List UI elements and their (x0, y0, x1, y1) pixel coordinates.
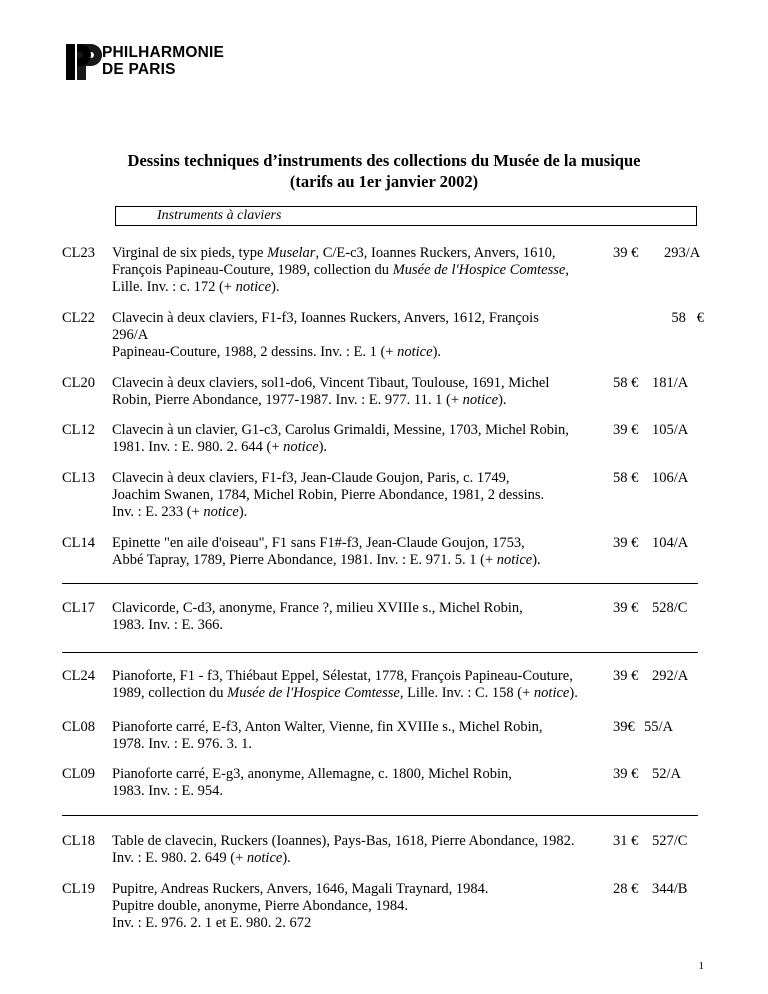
entry-price: 58 € (613, 375, 639, 391)
entry-code: CL17 (62, 600, 96, 616)
entry-description (112, 422, 612, 456)
entry-description (112, 719, 612, 753)
entry-code: CL12 (62, 422, 96, 438)
entry-price: 39 € (613, 766, 639, 782)
logo-line-2: DE PARIS (102, 61, 176, 78)
entry-description (112, 766, 612, 800)
page-number: 1 (698, 960, 704, 972)
description-line: Clavecin à deux claviers, sol1-do6, Vincent Tibaut, Toulouse, 1691, Michel (112, 375, 550, 391)
logo-wordmark (102, 44, 224, 78)
entry-description (112, 535, 612, 569)
description-line: Inv. : E. 980. 2. 649 (+ notice). (112, 850, 291, 866)
section-header-box (115, 206, 697, 226)
entry-price: 39 € (613, 422, 639, 438)
entry-description (112, 881, 612, 932)
group-divider (62, 652, 698, 653)
description-line: Pupitre double, anonyme, Pierre Abondance, 1984. (112, 898, 408, 914)
description-line: Pianoforte carré, E-g3, anonyme, Allemagne, c. 1800, Michel Robin, (112, 766, 512, 782)
description-line: 1978. Inv. : E. 976. 3. 1. (112, 736, 253, 752)
description-line: François Papineau-Couture, 1989, collection du Musée de l'Hospice Comtesse, (112, 262, 569, 278)
entry-description (112, 833, 612, 867)
entry-reference: 181/A (652, 375, 689, 391)
title-line-2: (tarifs au 1er janvier 2002) (289, 172, 479, 191)
entry-code: CL13 (62, 470, 96, 486)
entry-price: 39 € (613, 668, 639, 684)
entry-price: 31 € (613, 833, 639, 849)
description-line: Clavecin à deux claviers, F1-f3, Ioannes Ruckers, Anvers, 1612, François (112, 310, 539, 326)
entry-reference: 106/A (652, 470, 689, 486)
entry-code: CL20 (62, 375, 96, 391)
entry-description (112, 668, 612, 702)
entry-price: 58 € (613, 470, 639, 486)
group-divider (62, 583, 698, 584)
entry-code: CL19 (62, 881, 96, 897)
description-line: Epinette "en aile d'oiseau", F1 sans F1#-f3, Jean-Claude Goujon, 1753, (112, 535, 525, 551)
entry-price: 39€ (613, 719, 635, 735)
entry-description (112, 600, 612, 634)
description-line: 1983. Inv. : E. 366. (112, 617, 224, 633)
entry-code: CL08 (62, 719, 96, 735)
description-line: 296/A (112, 327, 149, 343)
entry-reference: 293/A (664, 245, 701, 261)
description-line: Lille. Inv. : c. 172 (+ notice). (112, 279, 280, 295)
entry-code: CL23 (62, 245, 96, 261)
philharmonie-logo-mark (62, 40, 102, 84)
description-line: Pianoforte carré, E-f3, Anton Walter, Vienne, fin XVIIIe s., Michel Robin, (112, 719, 543, 735)
description-line: Table de clavecin, Ruckers (Ioannes), Pays-Bas, 1618, Pierre Abondance, 1982. (112, 833, 575, 849)
description-line: 1989, collection du Musée de l'Hospice Comtesse, Lille. Inv. : C. 158 (+ notice). (112, 685, 578, 701)
description-line: Virginal de six pieds, type Muselar, C/E-c3, Ioannes Ruckers, Anvers, 1610, (112, 245, 556, 261)
entry-reference: 55/A (644, 719, 673, 735)
page-title (0, 150, 768, 192)
description-line: 1981. Inv. : E. 980. 2. 644 (+ notice). (112, 439, 328, 455)
description-line: 1983. Inv. : E. 954. (112, 783, 224, 799)
description-line: Pianoforte, F1 - f3, Thiébaut Eppel, Sélestat, 1778, François Papineau-Couture, (112, 668, 573, 684)
entry-reference: 527/C (652, 833, 688, 849)
entry-code: CL14 (62, 535, 96, 551)
description-line: Inv. : E. 976. 2. 1 et E. 980. 2. 672 (112, 915, 312, 931)
description-line: Abbé Tapray, 1789, Pierre Abondance, 1981. Inv. : E. 971. 5. 1 (+ notice). (112, 552, 541, 568)
description-line: Joachim Swanen, 1784, Michel Robin, Pierre Abondance, 1981, 2 dessins. (112, 487, 545, 503)
entry-reference: 292/A (652, 668, 689, 684)
logo-line-1: PHILHARMONIE (102, 44, 225, 61)
entry-code: CL22 (62, 310, 96, 326)
description-line: Clavicorde, C-d3, anonyme, France ?, milieu XVIIIe s., Michel Robin, (112, 600, 523, 616)
entry-description (112, 470, 612, 521)
description-line: Pupitre, Andreas Ruckers, Anvers, 1646, Magali Traynard, 1984. (112, 881, 489, 897)
description-line: Clavecin à un clavier, G1-c3, Carolus Grimaldi, Messine, 1703, Michel Robin, (112, 422, 569, 438)
entry-reference: 528/C (652, 600, 688, 616)
entry-reference: 105/A (652, 422, 689, 438)
entry-code: CL18 (62, 833, 96, 849)
description-line: Robin, Pierre Abondance, 1977-1987. Inv. : E. 977. 11. 1 (+ notice). (112, 392, 507, 408)
entry-price: 58 € (671, 310, 704, 326)
entry-price: 28 € (613, 881, 639, 897)
entry-reference: 104/A (652, 535, 689, 551)
entry-description (112, 375, 612, 409)
description-line: Clavecin à deux claviers, F1-f3, Jean-Claude Goujon, Paris, c. 1749, (112, 470, 510, 486)
philharmonie-logo (62, 40, 262, 84)
entry-description (112, 245, 612, 296)
entry-reference: 344/B (652, 881, 688, 897)
entry-code: CL09 (62, 766, 96, 782)
entry-price: 39 € (613, 600, 639, 616)
entry-reference: 52/A (652, 766, 681, 782)
entry-description (112, 310, 612, 361)
entry-code: CL24 (62, 668, 96, 684)
description-line: Papineau-Couture, 1988, 2 dessins. Inv. : E. 1 (+ notice). (112, 344, 442, 360)
entry-price: 39 € (613, 245, 639, 261)
entry-price: 39 € (613, 535, 639, 551)
section-label: Instruments à claviers (157, 208, 282, 223)
title-line-1: Dessins techniques d’instruments des collections du Musée de la musique (127, 151, 641, 170)
description-line: Inv. : E. 233 (+ notice). (112, 504, 248, 520)
group-divider (62, 815, 698, 816)
